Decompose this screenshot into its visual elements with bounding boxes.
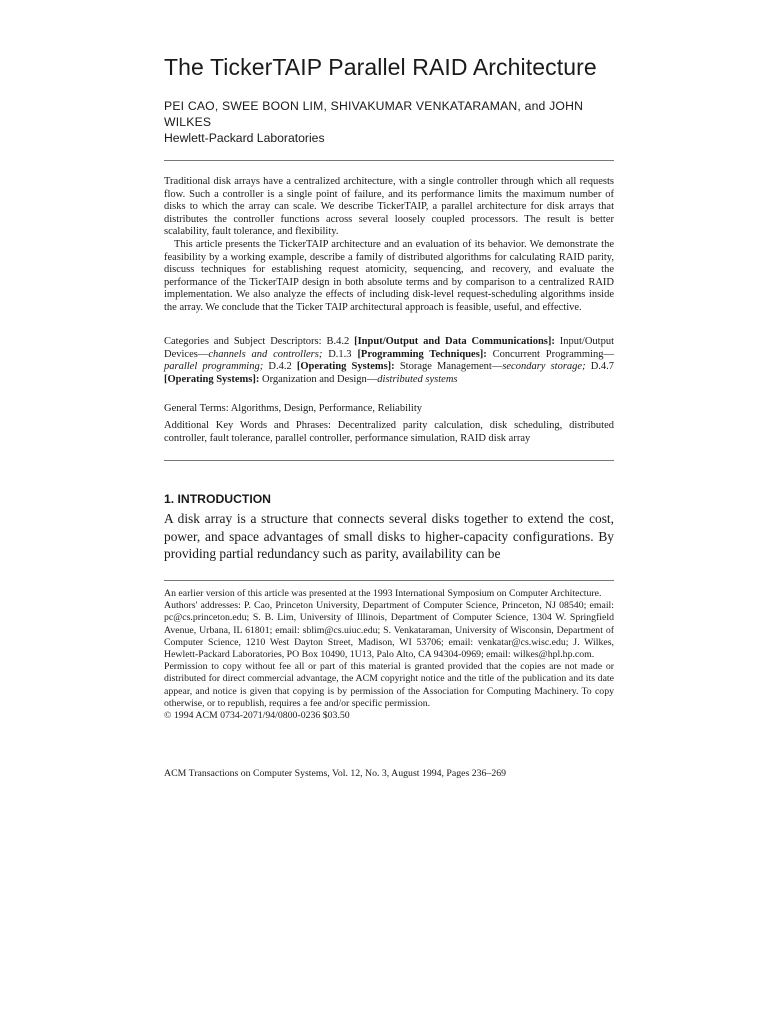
descriptor-title: [Input/Output and Data Communications]: (354, 336, 555, 347)
header-rule (164, 160, 614, 161)
abstract-rule (164, 460, 614, 461)
descriptor-code: D.4.2 (268, 361, 292, 373)
section-heading: 1. INTRODUCTION (164, 492, 271, 506)
additional-keywords: Additional Key Words and Phrases: Decentralized parity calculation, disk scheduling, distributed controller, fault tolerance, parallel controller, performance simulation, RAID disk array (164, 420, 614, 444)
footnote-copyright: © 1994 ACM 0734-2071/94/0800-0236 $03.50 (164, 710, 350, 722)
descriptor-subject: Concurrent Programming— (492, 348, 615, 360)
author-list: PEI CAO, SWEE BOON LIM, SHIVAKUMAR VENKATARAMAN, and JOHN WILKES (164, 99, 584, 129)
descriptor-subject: Storage Management— (399, 361, 503, 373)
intro-paragraph: A disk array is a structure that connects several disks together to extend the cost, power, and space advantages of small disks to higher-capacity configurations. By providing partial redundancy such as parity, availability can be (164, 511, 614, 561)
descriptor-subject: Organization and Design— (262, 373, 378, 385)
descriptor-code: B.4.2 (326, 336, 350, 347)
descriptor-code: D.1.3 (328, 348, 352, 360)
paper-title: The TickerTAIP Parallel RAID Architecture (164, 54, 597, 80)
journal-footer: ACM Transactions on Computer Systems, Vol. 12, No. 3, August 1994, Pages 236–269 (164, 768, 507, 779)
descriptors-lead: Categories and Subject Descriptors: (164, 336, 322, 347)
footnote-permission: Permission to copy without fee all or part of this material is granted provided that the copies are not made or distributed for direct commercial advantage, the ACM copyright notice and the title of the publication and its date appear, and notice is given that copying is by permission of the Association for Computing Machinery. To copy otherwise, or to republish, requires a fee and/or specific permission. (164, 661, 614, 709)
footnote-addresses: Authors' addresses: P. Cao, Princeton University, Department of Computer Science, Princeton, NJ 08540; email: pc@cs.princeton.edu; S. B. Lim, University of Illinois, Department of Computer Science, 1304 W. Springfield Avenue, Urbana, IL 61801; email: sblim@cs.uiuc.edu; S. Venkataraman, University of Wisconsin, Department of Computer Science, 1210 West Dayton Street, Madison, WI 53706; email: venkatar@cs.wisc.edu; J. Wilkes, Hewlett-Packard Laboratories, PO Box 10490, 1U13, Palo Alto, CA 94304-0969; email: wilkes@hpl.hp.com. (164, 600, 614, 661)
descriptor-subject-italic: channels and controllers; (208, 348, 323, 360)
descriptor-subject-italic: parallel programming; (164, 361, 264, 373)
footnote-rule (164, 580, 614, 581)
abstract (164, 176, 614, 315)
descriptor-subject: Input/Output Devices— (164, 336, 615, 360)
descriptor-code: D.4.7 (590, 361, 615, 373)
descriptor-title: [Operating Systems]: (296, 361, 395, 373)
subject-descriptors (164, 336, 614, 386)
footnotes (164, 588, 614, 722)
descriptor-title: [Operating Systems]: (164, 373, 260, 385)
general-terms: General Terms: Algorithms, Design, Performance, Reliability (164, 403, 423, 414)
abstract-paragraph: Traditional disk arrays have a centralized architecture, with a single controller through which all requests flow. Such a controller is a single point of failure, and its performance limits the maximum number of disks to which the array can scale. We describe TickerTAIP, a parallel architecture for disk arrays that distributes the controller functions across several loosely coupled processors. The result is better scalability, fault tolerance, and flexibility. (164, 176, 614, 238)
descriptor-title: [Programming Techniques]: (357, 348, 487, 360)
footnote-earlier-version: An earlier version of this article was presented at the 1993 International Symposium on Computer Architecture. (164, 588, 602, 599)
descriptor-subject-italic: distributed systems (377, 373, 458, 385)
descriptor-subject-italic: secondary storage; (502, 361, 586, 373)
affiliation: Hewlett-Packard Laboratories (164, 131, 325, 145)
abstract-paragraph: This article presents the TickerTAIP architecture and an evaluation of its behavior. We demonstrate the feasibility by a working example, describe a family of distributed algorithms for calculating RAID parity, discuss techniques for establishing request atomicity, sequencing, and recovery, and evaluate the performance of the TickerTAIP design in both absolute terms and by comparison to a centralized RAID implementation. We also analyze the effects of including disk-level request-scheduling algorithms inside the array. We conclude that the Ticker TAIP architectural approach is feasible, useful, and effective. (164, 238, 614, 313)
